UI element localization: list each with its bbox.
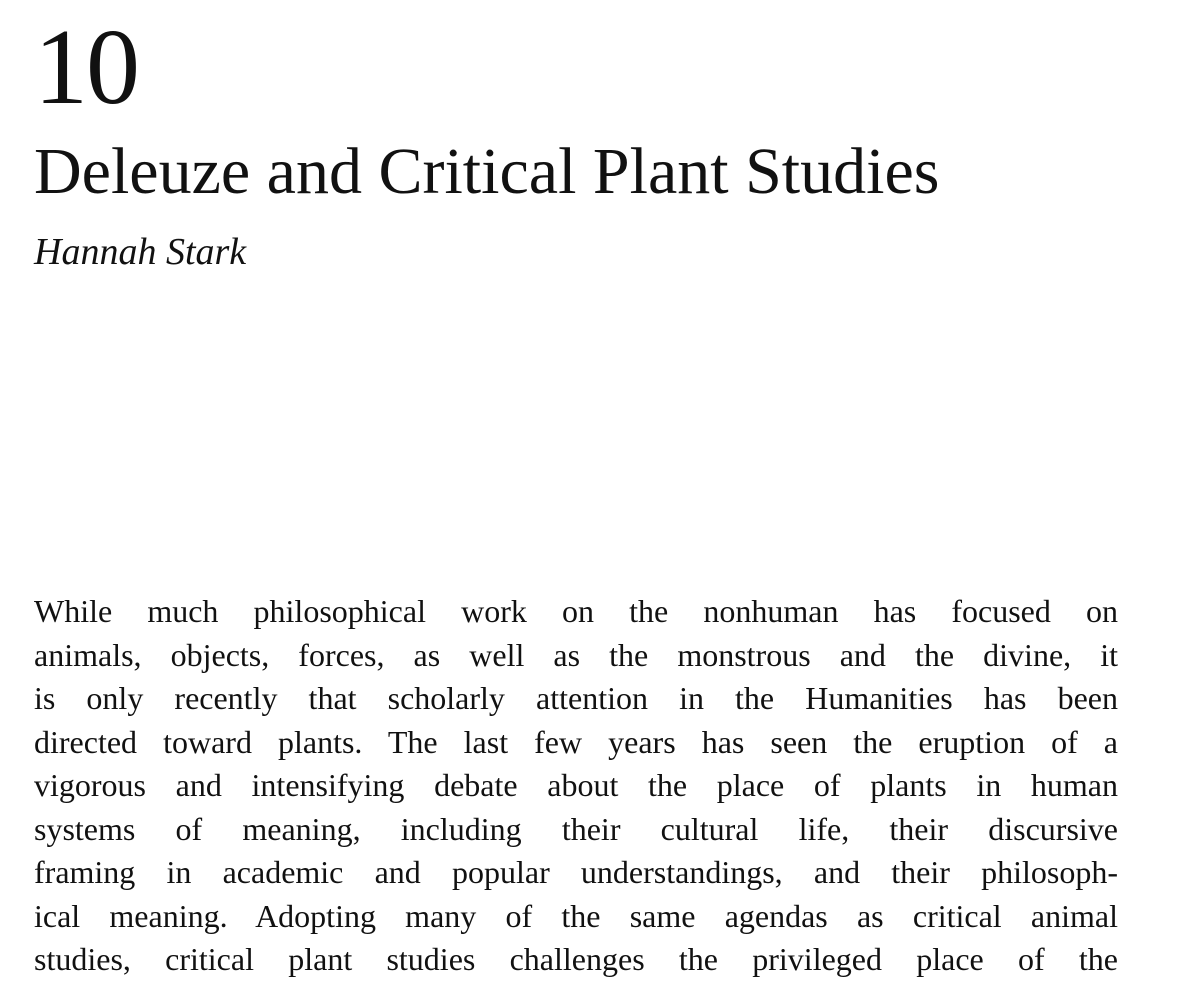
body-line: framing in academic and popular understandings, and their philosoph- <box>34 854 1118 890</box>
chapter-number: 10 <box>34 8 138 127</box>
body-line: ical meaning. Adopting many of the same agendas as critical animal <box>34 897 1118 934</box>
body-line: is only recently that scholarly attention in the Humanities has been <box>34 680 1118 716</box>
body-line: directed toward plants. The last few years has seen the eruption of a <box>34 723 1118 760</box>
body-line: systems of meaning, including their cultural life, their discursive <box>34 810 1118 847</box>
chapter-title: Deleuze and Critical Plant Studies <box>34 135 940 208</box>
body-paragraph <box>34 590 1118 977</box>
body-line: animals, objects, forces, as well as the monstrous and the divine, it <box>34 636 1118 673</box>
body-line: vigorous and intensifying debate about the place of plants in human <box>34 767 1118 803</box>
body-line: While much philosophical work on the nonhuman has focused on <box>34 593 1118 629</box>
body-line: studies, critical plant studies challenges the privileged place of the <box>34 941 1118 977</box>
chapter-author: Hannah Stark <box>34 231 247 273</box>
